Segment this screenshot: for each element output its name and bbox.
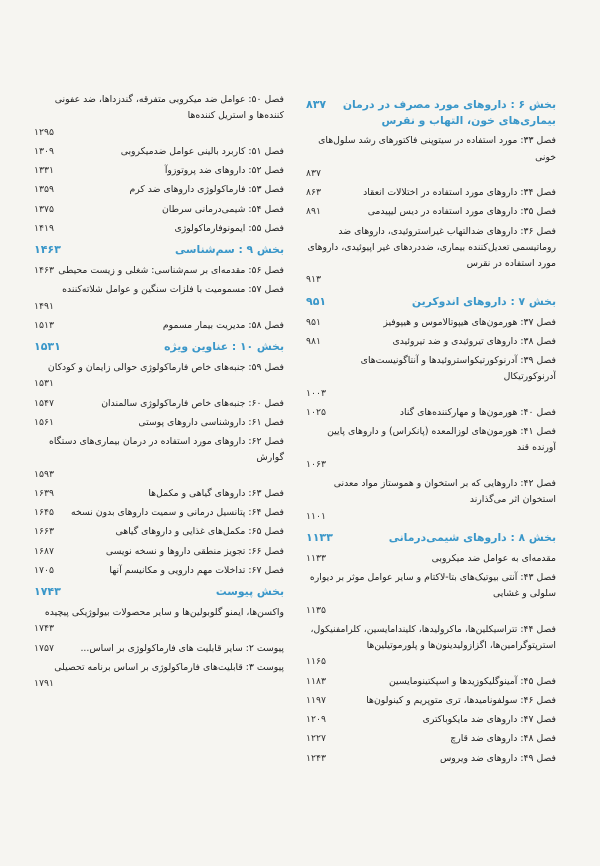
- entry-title: فصل ۴۲: داروهایی که بر استخوان و هموستاز مواد معدنی استخوان اثر می‌گذارند: [333, 478, 556, 506]
- entry-page-number: ۱۱۳۳: [306, 552, 326, 564]
- toc-entry: [306, 405, 556, 421]
- toc-entry: [34, 434, 284, 483]
- toc-entry: [306, 315, 556, 331]
- section-title: بخش ۱۰ : عناوین ویژه: [164, 340, 284, 354]
- section-heading: [306, 530, 556, 546]
- toc-column-left: [34, 92, 284, 696]
- entry-page-number: ۸۹۱: [306, 206, 321, 218]
- entry-title: فصل ۶۷: تداخلات مهم دارویی و مکانیسم آنها: [109, 564, 284, 576]
- entry-page-number: ۱۵۱۳: [34, 319, 54, 331]
- toc-entry: [306, 353, 556, 402]
- entry-title: فصل ۶۵: مکمل‌های غذایی و داروهای گیاهی: [115, 526, 284, 538]
- entry-title: فصل ۴۴: تتراسیکلین‌ها، ماکرولیدها، کلیندامایسین، کلرامفنیکول، استرپتوگرامین‌ها، اگزازولیدینون‌ها و پلورموتیلین‌ها: [310, 623, 556, 652]
- entry-page-number: ۹۱۳: [306, 274, 321, 286]
- entry-page-number: ۱۷۵۷: [34, 642, 54, 654]
- entry-page-number: ۱۱۹۷: [306, 694, 326, 706]
- entry-title: فصل ۳۶: داروهای ضدالتهاب غیراستروئیدی، داروهای ضد روماتیسمی تعدیل‌کننده بیماری، ضددردهای غیر اپیوئیدی، داروهای مورد استفاده در نقرس: [307, 225, 556, 270]
- toc-entry: [306, 693, 556, 709]
- entry-title: فصل ۴۵: آمینوگلیکوزیدها و اسپکتینومایسین: [388, 675, 556, 687]
- section-page-number: ۱۵۳۱: [34, 340, 61, 354]
- entry-page-number: ۱۳۷۵: [34, 203, 54, 215]
- entry-page-number: ۹۵۱: [306, 316, 321, 328]
- toc-column-right: [306, 92, 556, 770]
- section-title: بخش ۶ : داروهای مورد مصرف در درمان بیماری‌های خون، التهاب و نقرس: [342, 98, 556, 127]
- toc-entry: [306, 674, 556, 690]
- section-heading: [34, 242, 284, 258]
- entry-title: مقدمه‌ای به عوامل ضد میکروبی: [431, 552, 556, 564]
- entry-title: پیوست ۲: سایر قابلیت های فارماکولوژی بر اساس...: [80, 642, 284, 654]
- section-page-number: ۸۳۷: [306, 98, 327, 111]
- entry-page-number: ۱۲۴۳: [306, 752, 326, 764]
- entry-page-number: ۱۱۳۵: [306, 604, 326, 616]
- toc-entry: [306, 133, 556, 182]
- toc-entry: [34, 415, 284, 431]
- toc-entry: [306, 570, 556, 619]
- entry-title: فصل ۶۳: داروهای گیاهی و مکمل‌ها: [148, 487, 284, 499]
- entry-page-number: ۱۱۶۵: [306, 656, 326, 668]
- entry-page-number: ۱۲۹۵: [34, 126, 54, 138]
- section-title: بخش ۸ : داروهای شیمی‌درمانی: [388, 530, 556, 544]
- section-page-number: ۹۵۱: [306, 294, 327, 308]
- entry-title: فصل ۴۹: داروهای ضد ویروس: [439, 752, 556, 764]
- entry-title: فصل ۵۵: ایمونوفارماکولوژی: [174, 222, 284, 234]
- entry-title: فصل ۵۲: داروهای ضد پروتوزوآ: [164, 165, 284, 177]
- entry-title: فصل ۵۸: مدیریت بیمار مسموم: [162, 319, 284, 331]
- entry-title: فصل ۵۴: شیمی‌درمانی سرطان: [161, 203, 284, 215]
- toc-entry: [34, 182, 284, 198]
- entry-title: فصل ۶۶: تجویز منطقی داروها و نسخه نویسی: [105, 545, 284, 557]
- entry-title: فصل ۳۹: آدرنوکورتیکواستروئیدها و آنتاگونیست‌های آدرنوکورتیکال: [360, 355, 556, 383]
- entry-title: فصل ۵۱: کاربرد بالینی عوامل ضدمیکروبی: [120, 145, 284, 157]
- toc-entry: [34, 396, 284, 412]
- entry-page-number: ۱۴۹۱: [34, 300, 54, 312]
- toc-entry: [34, 641, 284, 657]
- section-title: بخش ۷ : داروهای اندوکرین: [411, 294, 556, 308]
- entry-page-number: ۹۸۱: [306, 335, 321, 347]
- toc-entry: [306, 712, 556, 728]
- section-title: بخش پیوست: [215, 585, 284, 599]
- entry-page-number: ۱۳۰۹: [34, 145, 54, 157]
- toc-entry: [34, 524, 284, 540]
- entry-title: فصل ۳۷: هورمون‌های هیپوتالاموس و هیپوفیز: [383, 316, 556, 328]
- toc-entry: [306, 224, 556, 289]
- entry-title: فصل ۶۱: داروشناسی داروهای پوستی: [138, 416, 284, 428]
- toc-entry: [306, 622, 556, 671]
- entry-page-number: ۱۱۰۱: [306, 510, 326, 522]
- entry-page-number: ۱۲۰۹: [306, 714, 326, 726]
- entry-title: فصل ۴۰: هورمون‌ها و مهارکننده‌های گناد: [399, 406, 556, 418]
- entry-title: فصل ۳۵: داروهای مورد استفاده در دیس لیپیدمی: [367, 206, 556, 218]
- toc-entry: [306, 751, 556, 767]
- entry-page-number: ۱۷۴۳: [34, 623, 54, 635]
- section-title: بخش ۹ : سم‌شناسی: [175, 243, 284, 257]
- toc-entry: [306, 185, 556, 201]
- entry-page-number: ۱۶۳۹: [34, 487, 54, 499]
- toc-entry: [34, 544, 284, 560]
- entry-title: فصل ۶۲: داروهای مورد استفاده در درمان بیماری‌های دستگاه گوارش: [48, 436, 284, 464]
- entry-page-number: ۸۶۳: [306, 187, 321, 199]
- entry-title: فصل ۳۳: مورد استفاده در سیتوپنی فاکتورهای رشد سلول‌های خونی: [318, 135, 556, 163]
- entry-page-number: ۱۶۸۷: [34, 545, 54, 557]
- entry-page-number: ۱۶۶۳: [34, 526, 54, 538]
- entry-page-number: ۱۶۴۵: [34, 507, 54, 519]
- entry-title: فصل ۵۰: عوامل ضد میکروبی متفرقه، گندزداها، ضد عفونی کننده‌ها و استریل کننده‌ها: [54, 94, 284, 122]
- toc-entry: [306, 334, 556, 350]
- toc-entry: [34, 263, 284, 279]
- entry-title: فصل ۳۴: داروهای مورد استفاده در اختلالات انعقاد: [363, 187, 556, 199]
- toc-entry: [34, 282, 284, 315]
- entry-title: فصل ۴۱: هورمون‌های لوزالمعده (پانکراس) و داروهای پایین آورنده قند: [327, 426, 556, 454]
- toc-entry: [34, 660, 284, 693]
- section-heading: [34, 584, 284, 600]
- entry-page-number: ۱۷۰۵: [34, 564, 54, 576]
- entry-title: فصل ۴۶: سولفونامیدها، تری متوپریم و کینولون‌ها: [366, 694, 556, 706]
- toc-entry: [34, 221, 284, 237]
- entry-title: فصل ۳۸: داروهای تیروئیدی و ضد تیروئیدی: [392, 335, 556, 347]
- entry-title: فصل ۶۰: جنبه‌های خاص فارماکولوژی سالمندان: [101, 397, 284, 409]
- section-heading: [306, 294, 556, 310]
- entry-title: فصل ۵۹: جنبه‌های خاص فارماکولوژی حوالی زایمان و کودکان: [47, 362, 284, 374]
- entry-title: فصل ۵۶: مقدمه‌ای بر سم‌شناسی: شغلی و زیست محیطی: [58, 265, 284, 277]
- toc-entry: [34, 505, 284, 521]
- entry-title: فصل ۶۴: پتانسیل درمانی و سمیت داروهای بدون نسخه: [70, 507, 284, 519]
- entry-title: فصل ۴۳: آنتی بیوتیک‌های بتا-لاکتام و سایر عوامل موثر بر دیواره سلولی و غشایی: [309, 572, 556, 600]
- entry-page-number: ۱۰۰۳: [306, 387, 326, 399]
- entry-page-number: ۱۵۳۱: [34, 378, 54, 390]
- section-page-number: ۱۱۳۳: [306, 530, 333, 544]
- entry-title: واکسن‌ها، ایمنو گلوبولین‌ها و سایر محصولات بیولوژیکی پیچیده: [44, 607, 284, 619]
- toc-entry: [34, 202, 284, 218]
- toc-entry: [34, 144, 284, 160]
- entry-title: پیوست ۳: قابلیت‌های فارماکولوژی بر اساس برنامه تحصیلی: [54, 661, 284, 673]
- entry-page-number: ۱۴۶۳: [34, 265, 54, 277]
- entry-page-number: ۱۲۲۷: [306, 733, 326, 745]
- toc-entry: [34, 318, 284, 334]
- toc-entry: [306, 731, 556, 747]
- entry-page-number: ۱۳۳۱: [34, 165, 54, 177]
- entry-title: فصل ۵۳: فارماکولوژی داروهای ضد کرم: [129, 184, 284, 196]
- entry-title: فصل ۴۷: داروهای ضد مایکوباکتری: [422, 714, 556, 726]
- toc-entry: [306, 476, 556, 525]
- section-heading: [34, 339, 284, 355]
- toc-entry: [34, 163, 284, 179]
- toc-entry: [306, 551, 556, 567]
- toc-entry: [34, 360, 284, 393]
- entry-title: فصل ۵۷: مسمومیت با فلزات سنگین و عوامل شلاته‌کننده: [62, 284, 284, 296]
- entry-page-number: ۱۱۸۳: [306, 675, 326, 687]
- toc-entry: [34, 92, 284, 141]
- entry-page-number: ۱۳۵۹: [34, 184, 54, 196]
- section-page-number: ۱۷۴۳: [34, 585, 61, 599]
- toc-entry: [34, 563, 284, 579]
- entry-page-number: ۱۰۶۳: [306, 458, 326, 470]
- entry-title: فصل ۴۸: داروهای ضد قارچ: [450, 733, 556, 745]
- entry-page-number: ۱۵۶۱: [34, 416, 54, 428]
- entry-page-number: ۱۵۹۳: [34, 468, 54, 480]
- toc-entry: [34, 605, 284, 638]
- entry-page-number: ۱۷۹۱: [34, 678, 54, 690]
- section-heading: [306, 97, 556, 128]
- section-page-number: ۱۴۶۳: [34, 243, 61, 257]
- toc-entry: [306, 424, 556, 473]
- toc-entry: [34, 486, 284, 502]
- entry-page-number: ۱۵۴۷: [34, 397, 54, 409]
- toc-entry: [306, 204, 556, 220]
- entry-page-number: ۱۴۱۹: [34, 222, 54, 234]
- entry-page-number: ۸۳۷: [306, 167, 321, 179]
- entry-page-number: ۱۰۲۵: [306, 406, 326, 418]
